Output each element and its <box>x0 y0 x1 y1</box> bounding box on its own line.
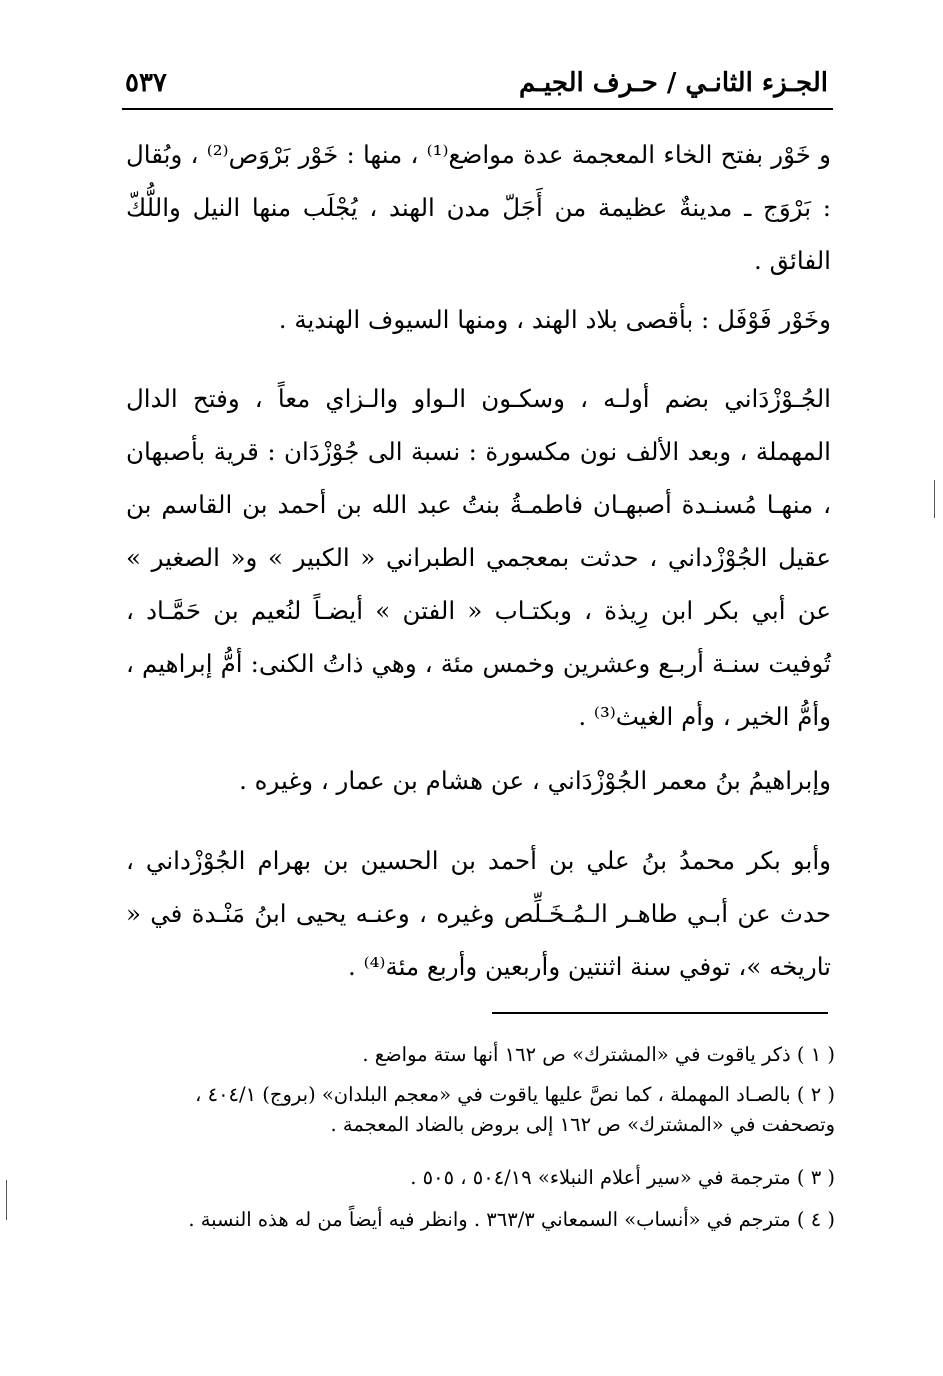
entry-khawr-fawfal-paragraph: وخَوْر فَوْفَل : بأقصى بلاد الهند ، ومنها السيوف الهندية . <box>278 305 831 334</box>
running-title: الجـزء الثانـي / حـرف الجيـم <box>519 68 828 98</box>
page-number: ٥٣٧ <box>125 68 167 98</box>
footnote-1: ( ١ ) ذكر ياقوت في «المشترك» ص ١٦٢ أنها ستة مواضع . <box>362 1043 835 1066</box>
page-header <box>125 62 828 102</box>
footnote-2: ( ٢ ) بالصـاد المهملة ، كما نصَّ عليها ياقوت في «معجم البلدان» (بروج) ٤٠٤/١ ، وتصحفت في «المشترك» ص ١٦٢ إلى بروض بالضاد المعجمة . <box>195 1083 835 1136</box>
footnote-3: ( ٣ ) مترجمة في «سير أعلام النبلاء» ٥٠٤/١٩ ، ٥٠٥ . <box>410 1166 835 1189</box>
entry-khawr-paragraph: و خَوْر بفتح الخاء المعجمة عدة مواضع⁽¹⁾ ، منها : خَوْر بَرْوَص⁽²⁾ ، وبُقال : بَرْوَج ـ مدينةٌ عظيمة من أَجَلّ مدن الهند ، يُجْلَب منها النيل واللُّكّ الفائق . <box>126 140 831 275</box>
footnote-separator <box>492 1012 828 1014</box>
footnote-4: ( ٤ ) مترجم في «أنساب» السمعاني ٣٦٣/٣ . وانظر فيه أيضاً من له هذه النسبة . <box>188 1208 835 1231</box>
entry-juzdani-paragraph: الجُـوْزْدَاني بضم أولـه ، وسكـون الـواو والـزاي معاً ، وفتح الدال المهملة ، وبعد الألف نون مكسورة : نسبة الى جُوْزْدَان : قرية بأصبهان ، منهـا مُسنـدة أصبهـان فاطمـةُ بنتُ عبد الله بن أحمد بن القاسم بن عقيل الجُوْزْداني ، حدثت بمعجمي الطبراني « الكبير » و« الصغير » عن أبي بكر ابن رِيذة ، وبكتـاب « الفتن » أيضـاً لنُعيم بن حَمَّـاد ، تُوفيت سنـة أربـع وعشرين وخمس مئة ، وهي ذاتُ الكنى: أمُّ إبراهيم ، وأمُّ الخير ، وأم الغيث⁽³⁾ . <box>126 384 831 731</box>
entry-abu-bakr-paragraph: وأبو بكر محمدُ بنُ علي بن أحمد بن الحسين بن بهرام الجُوْزْداني ، حدث عن أبـي طاهـر الـمُـخَـلِّص وغيره ، وعنـه يحيى ابنُ مَنْـدة في « تاريخه »، توفي سنة اثنتين وأربعين وأربع مئة⁽⁴⁾ . <box>126 846 831 981</box>
header-rule <box>122 108 833 110</box>
scan-edge-mark <box>934 480 935 518</box>
scan-edge-mark <box>6 1180 7 1220</box>
entry-ibrahim-paragraph: وإبراهيمُ بنُ معمر الجُوْزْدَاني ، عن هشام بن عمار ، وغيره . <box>239 766 831 795</box>
